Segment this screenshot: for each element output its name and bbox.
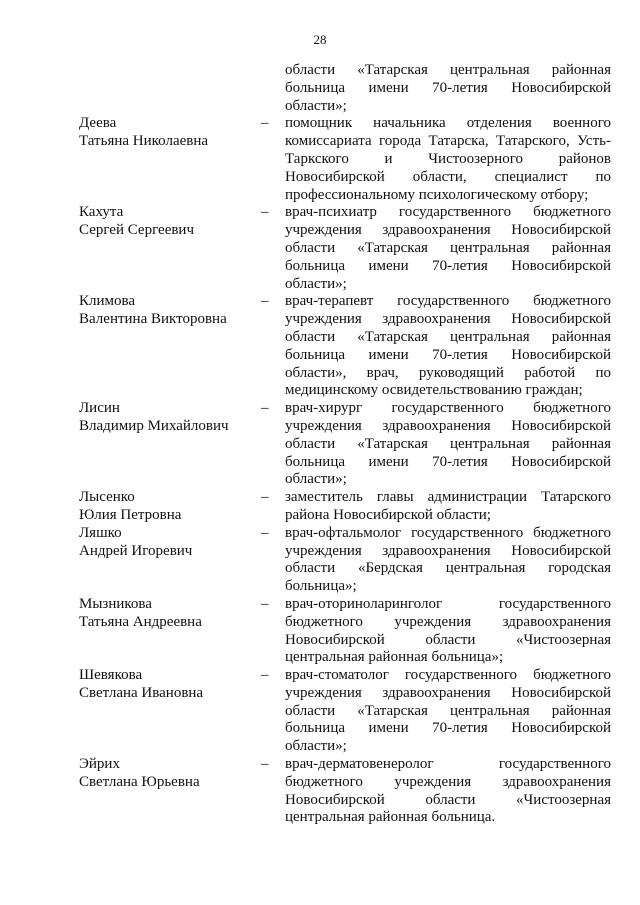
- member-surname: Мызникова: [79, 595, 152, 612]
- member-position: врач-дерматовенеролог государственного бюджетного учреждения здравоохранения Новосибирской области «Чистоозерная центральная районная больница.: [285, 756, 611, 826]
- member-given-names: Валентина Викторовна: [79, 311, 227, 328]
- member-surname: Лисин: [79, 400, 120, 417]
- member-given-names: Владимир Михайлович: [79, 417, 229, 434]
- dash-separator: –: [261, 524, 269, 541]
- page-number: 28: [313, 32, 327, 47]
- member-entry-kakhuta: [79, 204, 611, 293]
- member-name: [79, 115, 261, 151]
- member-position: врач-психиатр государственного бюджетного учреждения здравоохранения Новосибирской области «Татарская центральная районная больница имени 70-летия Новосибирской области»;: [285, 204, 611, 292]
- continued-description: области «Татарская центральная районная больница имени 70-летия Новосибирской области»;: [285, 62, 611, 114]
- dash-separator: –: [261, 293, 269, 310]
- member-entry-shevyakova: [79, 667, 611, 756]
- dash-separator: –: [261, 489, 269, 506]
- member-surname: Деева: [79, 115, 117, 132]
- member-given-names: Татьяна Николаевна: [79, 133, 209, 150]
- member-position: врач-хирург государственного бюджетного учреждения здравоохранения Новосибирской области «Татарская центральная районная больница имени 70-летия Новосибирской области»;: [285, 400, 611, 488]
- member-surname: Климова: [79, 293, 136, 310]
- member-surname: Ляшко: [79, 524, 122, 541]
- member-surname: Шевякова: [79, 667, 143, 684]
- member-entry-deeva: [79, 115, 611, 204]
- member-given-names: Светлана Юрьевна: [79, 773, 200, 790]
- member-surname: Кахута: [79, 204, 124, 221]
- member-entry-lisin: [79, 400, 611, 489]
- member-entry-lysenko: [79, 489, 611, 525]
- member-position: врач-терапевт государственного бюджетного учреждения здравоохранения Новосибирской области «Татарская центральная районная больница имени 70-летия Новосибирской области», врач, руководящий работой по медицинскому освидетельствованию граждан;: [285, 293, 611, 399]
- member-name: [79, 489, 261, 525]
- dash-separator: –: [261, 667, 269, 684]
- member-position: врач-офтальмолог государственного бюджетного учреждения здравоохранения Новосибирской области «Бердская центральная городская больница»;: [285, 524, 611, 595]
- member-given-names: Юлия Петровна: [79, 506, 182, 523]
- member-given-names: Светлана Ивановна: [79, 684, 204, 701]
- member-name: [79, 293, 261, 329]
- member-entry-lyashko: [79, 525, 611, 596]
- member-surname: Эйрих: [79, 756, 120, 773]
- dash-separator: –: [261, 400, 269, 417]
- member-given-names: Сергей Сергеевич: [79, 222, 195, 239]
- member-name: [79, 525, 261, 561]
- member-given-names: Андрей Игоревич: [79, 542, 193, 559]
- member-position: помощник начальника отделения военного комиссариата города Татарска, Татарского, Усть-Таркского и Чистоозерного районов Новосибирской области, специалист по профессиональному психологическому отбору;: [285, 115, 611, 203]
- member-name: [79, 204, 261, 240]
- member-surname: Лысенко: [79, 489, 135, 506]
- member-position: врач-оториноларинголог государственного бюджетного учреждения здравоохранения Новосибирской области «Чистоозерная центральная районная больница»;: [285, 595, 611, 666]
- member-name: [79, 756, 261, 792]
- member-entry-klimova: [79, 293, 611, 400]
- dash-separator: –: [261, 595, 269, 612]
- dash-separator: –: [261, 204, 269, 221]
- member-name: [79, 667, 261, 703]
- member-entry-myznikova: [79, 596, 611, 667]
- member-name: [79, 596, 261, 632]
- member-given-names: Татьяна Андреевна: [79, 613, 202, 630]
- member-name: [79, 400, 261, 436]
- commission-member-list: [79, 62, 611, 827]
- dash-separator: –: [261, 756, 269, 773]
- dash-separator: –: [261, 115, 269, 132]
- member-position: заместитель главы администрации Татарского района Новосибирской области;: [285, 489, 611, 523]
- member-entry-eirikh: [79, 756, 611, 827]
- member-position: врач-стоматолог государственного бюджетного учреждения здравоохранения Новосибирской области «Татарская центральная районная больница имени 70-летия Новосибирской области»;: [285, 667, 611, 755]
